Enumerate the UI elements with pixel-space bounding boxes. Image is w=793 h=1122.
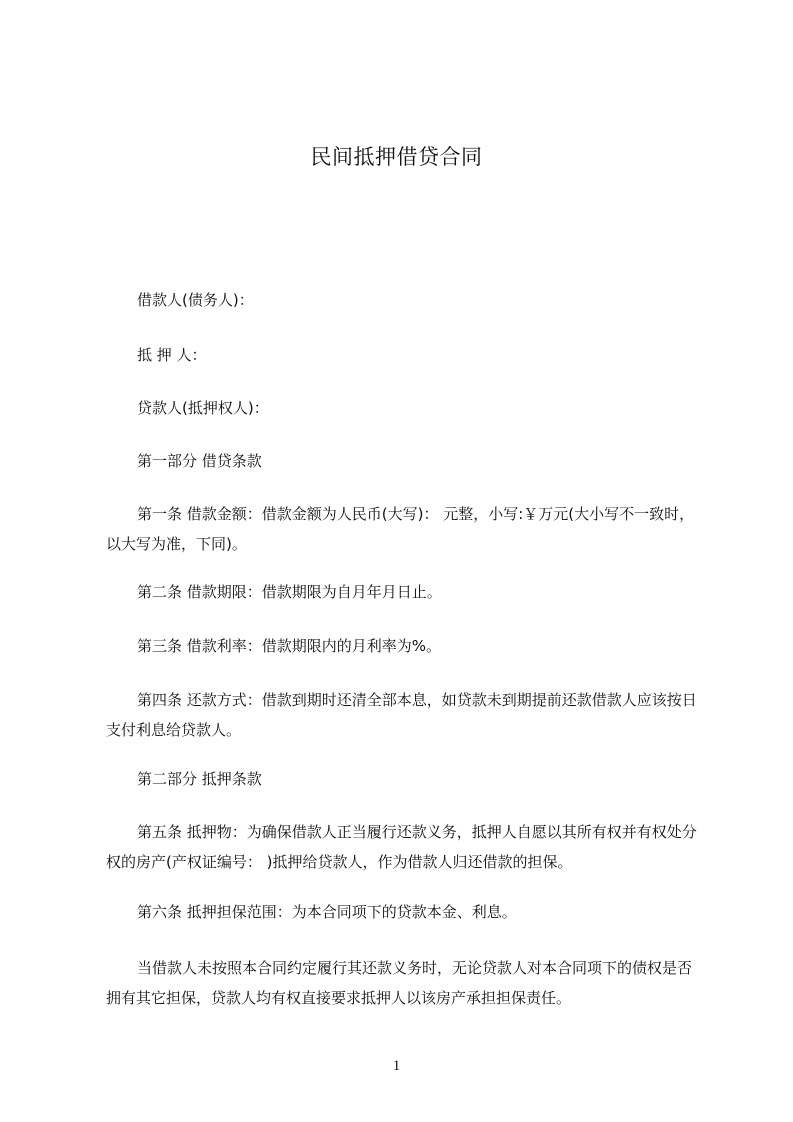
guarantee-liability-paragraph: 当借款人未按照本合同约定履行其还款义务时，无论贷款人对本合同项下的债权是否拥有其它担保，贷款人均有权直接要求抵押人以该房产承担担保责任。 <box>106 959 693 1007</box>
article-2-loan-term: 第二条 借款期限：借款期限为自月年月日止。 <box>137 583 442 601</box>
lender-line: 贷款人(抵押权人)： <box>137 399 269 417</box>
section-heading-mortgage-terms: 第二部分 抵押条款 <box>137 770 262 788</box>
article-5-collateral: 第五条 抵押物：为确保借款人正当履行还款义务，抵押人自愿以其所有权并有权处分权的房产(产权证编号： )抵押给贷款人，作为借款人归还借款的担保。 <box>106 823 697 871</box>
article-1-loan-amount: 第一条 借款金额：借款金额为人民币(大写)： 元整，小写:￥万元(大小写不一致时，以大写为准，下同)。 <box>106 505 695 553</box>
article-4-repayment: 第四条 还款方式：借款到期时还清全部本息，如贷款未到期提前还款借款人应该按日支付利息给贷款人。 <box>106 691 697 739</box>
borrower-line: 借款人(债务人)： <box>137 291 254 309</box>
document-title: 民间抵押借贷合同 <box>310 145 483 169</box>
section-heading-loan-terms: 第一部分 借贷条款 <box>137 452 262 470</box>
article-3-interest-rate: 第三条 借款利率：借款期限内的月利率为%。 <box>137 637 442 655</box>
mortgagor-line: 抵 押 人： <box>137 346 207 364</box>
page-number: 1 <box>392 1058 401 1074</box>
article-6-scope: 第六条 抵押担保范围：为本合同项下的贷款本金、利息。 <box>137 903 517 921</box>
